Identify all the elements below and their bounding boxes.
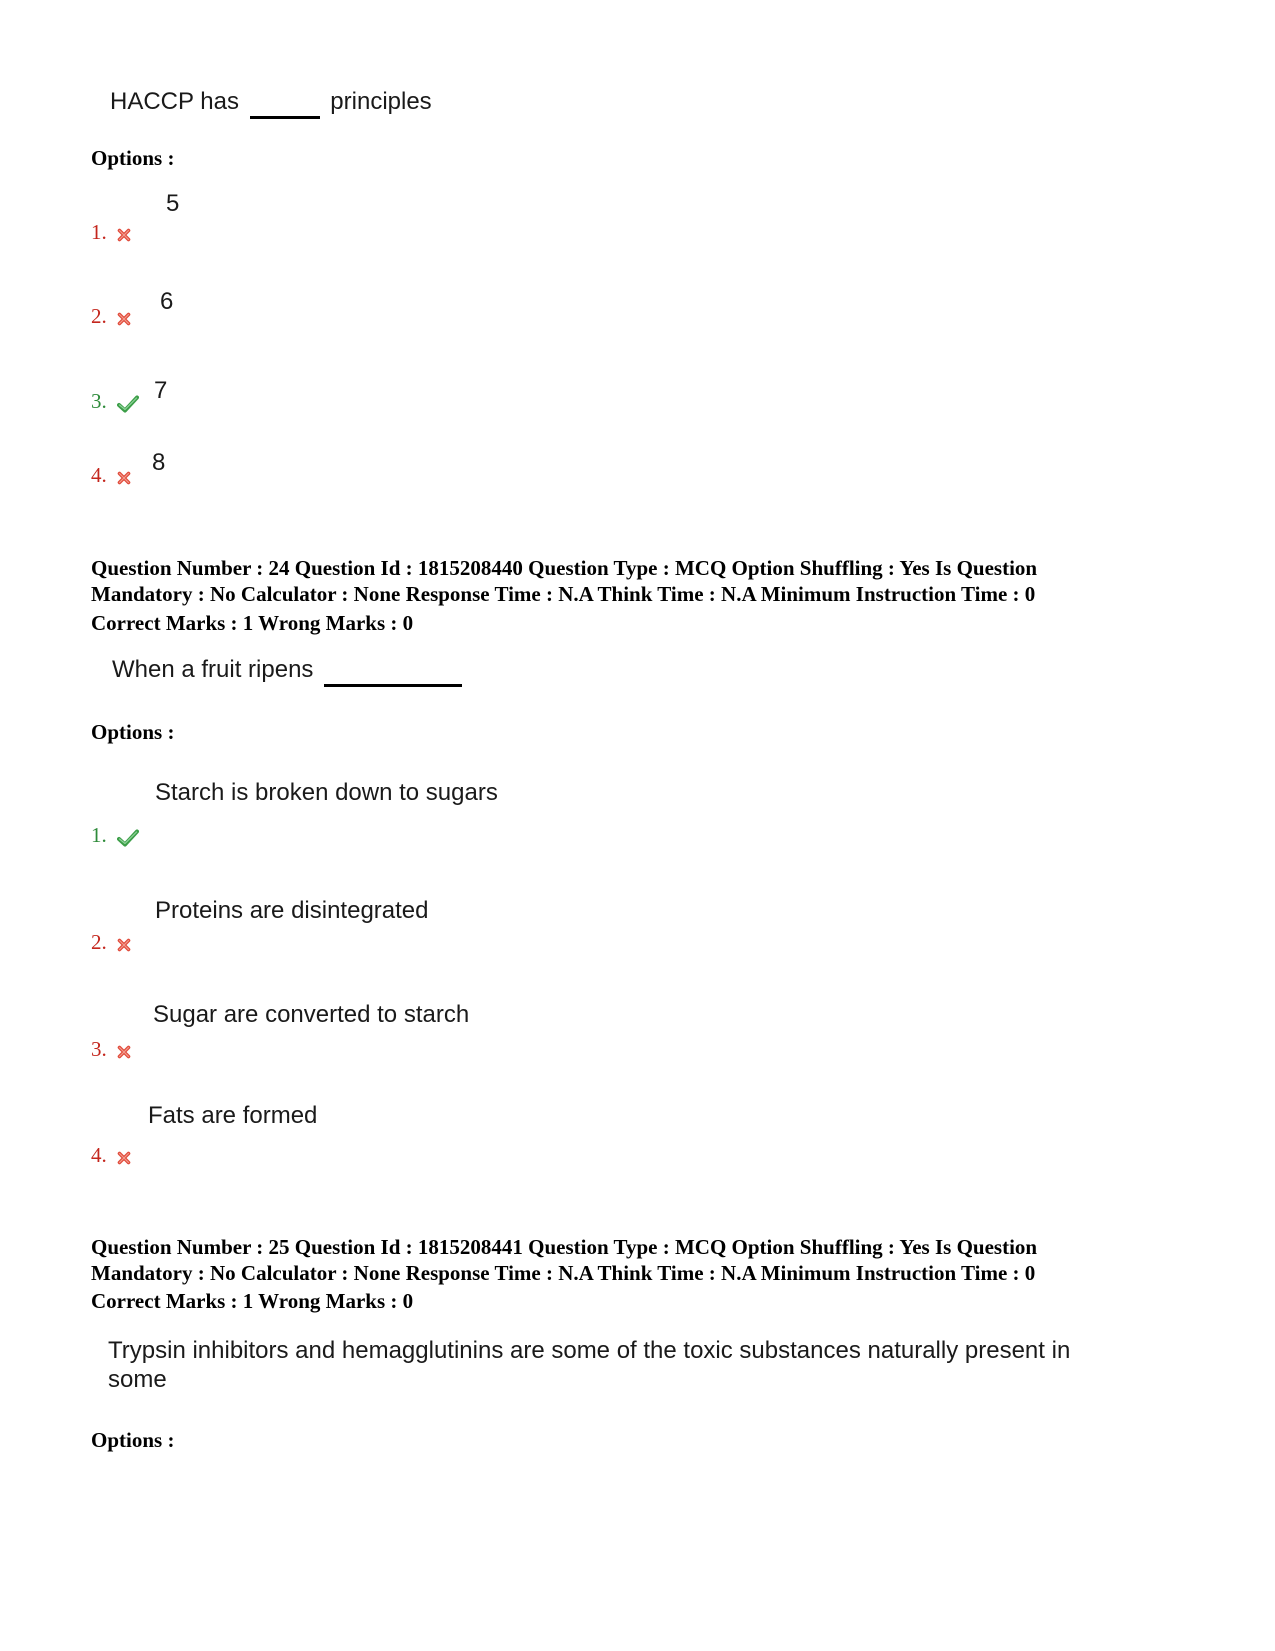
- wrong-cross-icon: [117, 312, 131, 326]
- q24-marks: Correct Marks : 1 Wrong Marks : 0: [91, 611, 414, 635]
- q23-option-3-marker: [91, 389, 139, 414]
- q24-option-1-marker: [91, 823, 139, 848]
- q23-stem: [110, 88, 432, 119]
- q24-stem-text: When a fruit ripens: [112, 656, 314, 683]
- q25-options-label: Options :: [91, 1428, 175, 1452]
- q24-meta-line-1: Question Number : 24 Question Id : 1815208440 Question Type : MCQ Option Shuffling : Yes Is Question: [91, 556, 1038, 580]
- wrong-cross-icon: [117, 938, 131, 952]
- q23-option-4-number: 4.: [91, 463, 107, 487]
- q23-option-3-number: 3.: [91, 389, 107, 413]
- q24-option-4-text: Fats are formed: [148, 1102, 318, 1129]
- q23-option-4-marker: [91, 463, 131, 488]
- q25-stem-line-1: Trypsin inhibitors and hemagglutinins are some of the toxic substances naturally present in: [108, 1337, 1071, 1364]
- q23-option-4-text: 8: [152, 449, 166, 476]
- q24-option-4-marker: [91, 1143, 131, 1168]
- q24-option-2-marker: [91, 930, 131, 955]
- wrong-cross-icon: [117, 471, 131, 485]
- q24-option-3-marker: [91, 1037, 131, 1062]
- q24-option-3-number: 3.: [91, 1037, 107, 1061]
- q25-marks: Correct Marks : 1 Wrong Marks : 0: [91, 1289, 414, 1313]
- q23-option-1-marker: [91, 220, 131, 245]
- q25-stem: [108, 1336, 1070, 1394]
- q25-meta-line-1: Question Number : 25 Question Id : 1815208441 Question Type : MCQ Option Shuffling : Yes Is Question: [91, 1235, 1038, 1259]
- q23-option-1-text: 5: [166, 190, 180, 217]
- q24-meta: [91, 555, 1211, 607]
- q23-stem-before: HACCP has: [110, 88, 239, 115]
- wrong-cross-icon: [117, 1151, 131, 1165]
- q23-option-2-number: 2.: [91, 304, 107, 328]
- q23-option-2-marker: [91, 304, 131, 329]
- correct-check-icon: [117, 829, 139, 847]
- q24-option-2-text: Proteins are disintegrated: [155, 897, 429, 924]
- q24-option-2-number: 2.: [91, 930, 107, 954]
- q23-answer-blank: [250, 88, 320, 119]
- q23-option-2-text: 6: [160, 288, 174, 315]
- q23-stem-after: principles: [330, 88, 432, 115]
- wrong-cross-icon: [117, 1045, 131, 1059]
- correct-check-icon: [117, 395, 139, 413]
- q25-meta: [91, 1234, 1211, 1286]
- q24-stem: [112, 656, 462, 687]
- q23-option-1-number: 1.: [91, 220, 107, 244]
- wrong-cross-icon: [117, 228, 131, 242]
- q24-meta-line-2: Mandatory : No Calculator : None Response Time : N.A Think Time : N.A Minimum Instruction Time : 0: [91, 582, 1036, 606]
- q24-option-1-number: 1.: [91, 823, 107, 847]
- q25-meta-line-2: Mandatory : No Calculator : None Response Time : N.A Think Time : N.A Minimum Instruction Time : 0: [91, 1261, 1036, 1285]
- q25-stem-line-2: some: [108, 1366, 167, 1393]
- q24-option-4-number: 4.: [91, 1143, 107, 1167]
- q24-option-1-text: Starch is broken down to sugars: [155, 779, 498, 806]
- q24-option-3-text: Sugar are converted to starch: [153, 1001, 470, 1028]
- q23-option-3-text: 7: [154, 377, 168, 404]
- q23-options-label: Options :: [91, 146, 175, 170]
- q24-options-label: Options :: [91, 720, 175, 744]
- q24-answer-blank: [324, 656, 462, 687]
